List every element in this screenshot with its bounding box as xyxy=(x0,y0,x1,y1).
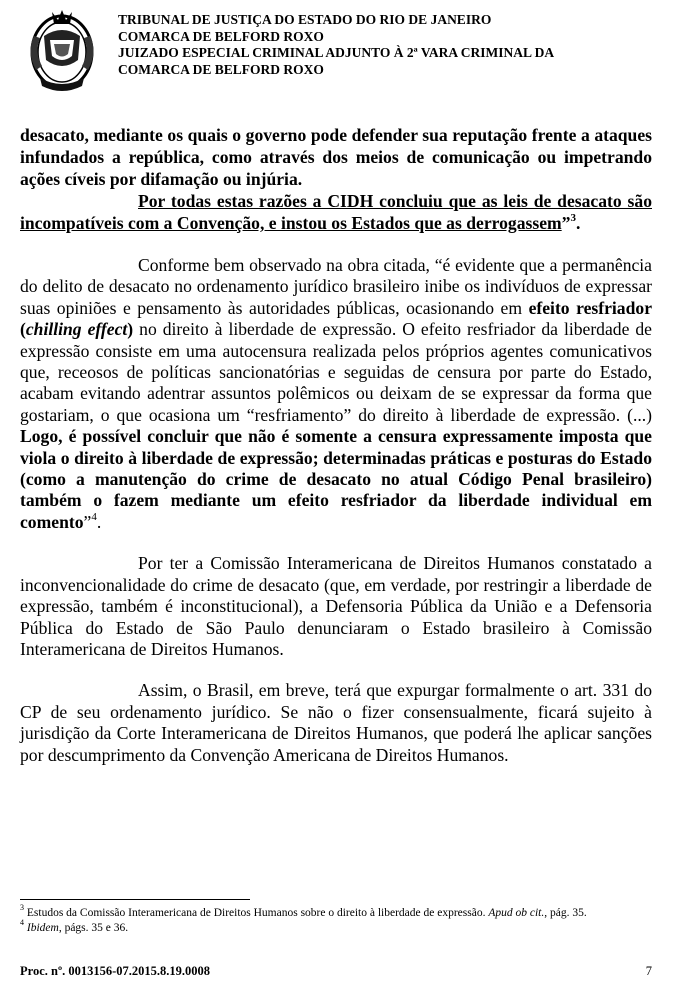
footnote-tail: , pág. 35. xyxy=(544,907,587,919)
paragraph-cidh-conclusion xyxy=(20,190,652,234)
footnote-item xyxy=(20,903,652,921)
document-body xyxy=(20,124,652,766)
header-line: COMARCA DE BELFORD ROXO xyxy=(118,61,324,77)
footnote-text: Estudos da Comissão Interamericana de Direitos Humanos sobre o direito à liberdade de expressão. xyxy=(24,907,489,919)
period: . xyxy=(575,213,581,233)
footnote-italic: Apud ob cit. xyxy=(488,907,545,919)
page-footer xyxy=(20,964,652,979)
footnote-italic: Ibidem xyxy=(26,921,59,934)
court-header xyxy=(118,12,688,78)
closing-quote: ” xyxy=(561,213,571,233)
text-segment: Conforme bem observado na obra citada, “é evidente que a permanência do delito de desacato no ordenamento jurídico brasileiro inibe os indivíduos de expressar suas opiniões e pensamento às autoridades públicas, ocasionando em xyxy=(20,255,652,318)
bold-segment: efeito resfriador ( xyxy=(20,297,652,340)
footnote-ref-3: 3 xyxy=(570,212,576,225)
paragraph-chilling-effect xyxy=(20,255,652,533)
footnote-divider xyxy=(20,899,250,900)
period: . xyxy=(96,511,102,532)
footnote-item xyxy=(20,917,652,936)
paragraph-conclusion-brasil: Assim, o Brasil, em breve, terá que expurgar formalmente o art. 331 do CP de seu ordenamento jurídico. Se não o fizer consensualmente, ficará sujeito à jurisdição da Corte Interamericana de Direitos Humanos, que poderá lhe aplicar sanções por descumprimento da Convenção Americana de Direitos Humanos. xyxy=(20,680,652,765)
text-segment: no direito à liberdade de expressão. O efeito resfriador da liberdade de expressão consiste em uma autocensura realizada pelos próprios agentes comunicativos que, receosos de políticas sancionatórias e seguidas de censura por parte do Estado, acabam evitando adentrar assuntos polêmicos ou deixam de se expressar da forma que gostariam, o que ocasiona um “resfriamento” do direito à liberdade de expressão. (...) xyxy=(20,319,652,425)
header-line: JUIZADO ESPECIAL CRIMINAL ADJUNTO À 2ª VARA CRIMINAL DA xyxy=(118,45,555,60)
footnote-number: 4 xyxy=(20,917,24,927)
closing-quote: ” xyxy=(83,511,92,532)
bold-conclusion-segment: Logo, é possível concluir que não é somente a censura expressamente imposta que viola o direito à liberdade de expressão; determinadas práticas e posturas do Estado (como a manutenção do crime de desacato no atual Código Penal brasileiro) também o fazem mediante um efeito resfriador da liberdade individual em comento xyxy=(20,426,652,532)
footnote-number: 3 xyxy=(20,903,24,913)
process-number: Proc. nº. 0013156-07.2015.8.19.0008 xyxy=(20,964,210,978)
underlined-conclusion: Por todas estas razões a CIDH concluiu que as leis de desacato são incompatíveis com a Convenção, e instou os Estados que as derrogassem xyxy=(20,191,652,233)
coat-of-arms-seal-icon xyxy=(22,6,102,94)
footnote-tail: , págs. 35 e 36. xyxy=(58,921,129,934)
header-line: COMARCA DE BELFORD ROXO xyxy=(118,28,324,44)
bold-segment: ) xyxy=(127,319,134,340)
paragraph-denuncia: Por ter a Comissão Interamericana de Direitos Humanos constatado a inconvencionalidade do crime de desacato (que, em verdade, por restringir a liberdade de expressão, também é inconstitucional), a Defensoria Pública da União e a Defensoria Pública do Estado de São Paulo denunciaram o Estado brasileiro à Comissão Interamericana de Direitos Humanos. xyxy=(20,553,652,659)
footnotes xyxy=(20,903,652,935)
paragraph-desacato-continuation: desacato, mediante os quais o governo pode defender sua reputação frente a ataques infundados a república, como através dos meios de comunicação ou impetrando ações cíveis por difamação ou injúria. xyxy=(20,125,652,189)
bold-italic-segment: chilling effect xyxy=(25,319,128,340)
header-line: TRIBUNAL DE JUSTIÇA DO ESTADO DO RIO DE JANEIRO xyxy=(118,12,492,27)
page-number: 7 xyxy=(645,964,652,978)
footnote-ref-4: 4 xyxy=(91,511,97,524)
